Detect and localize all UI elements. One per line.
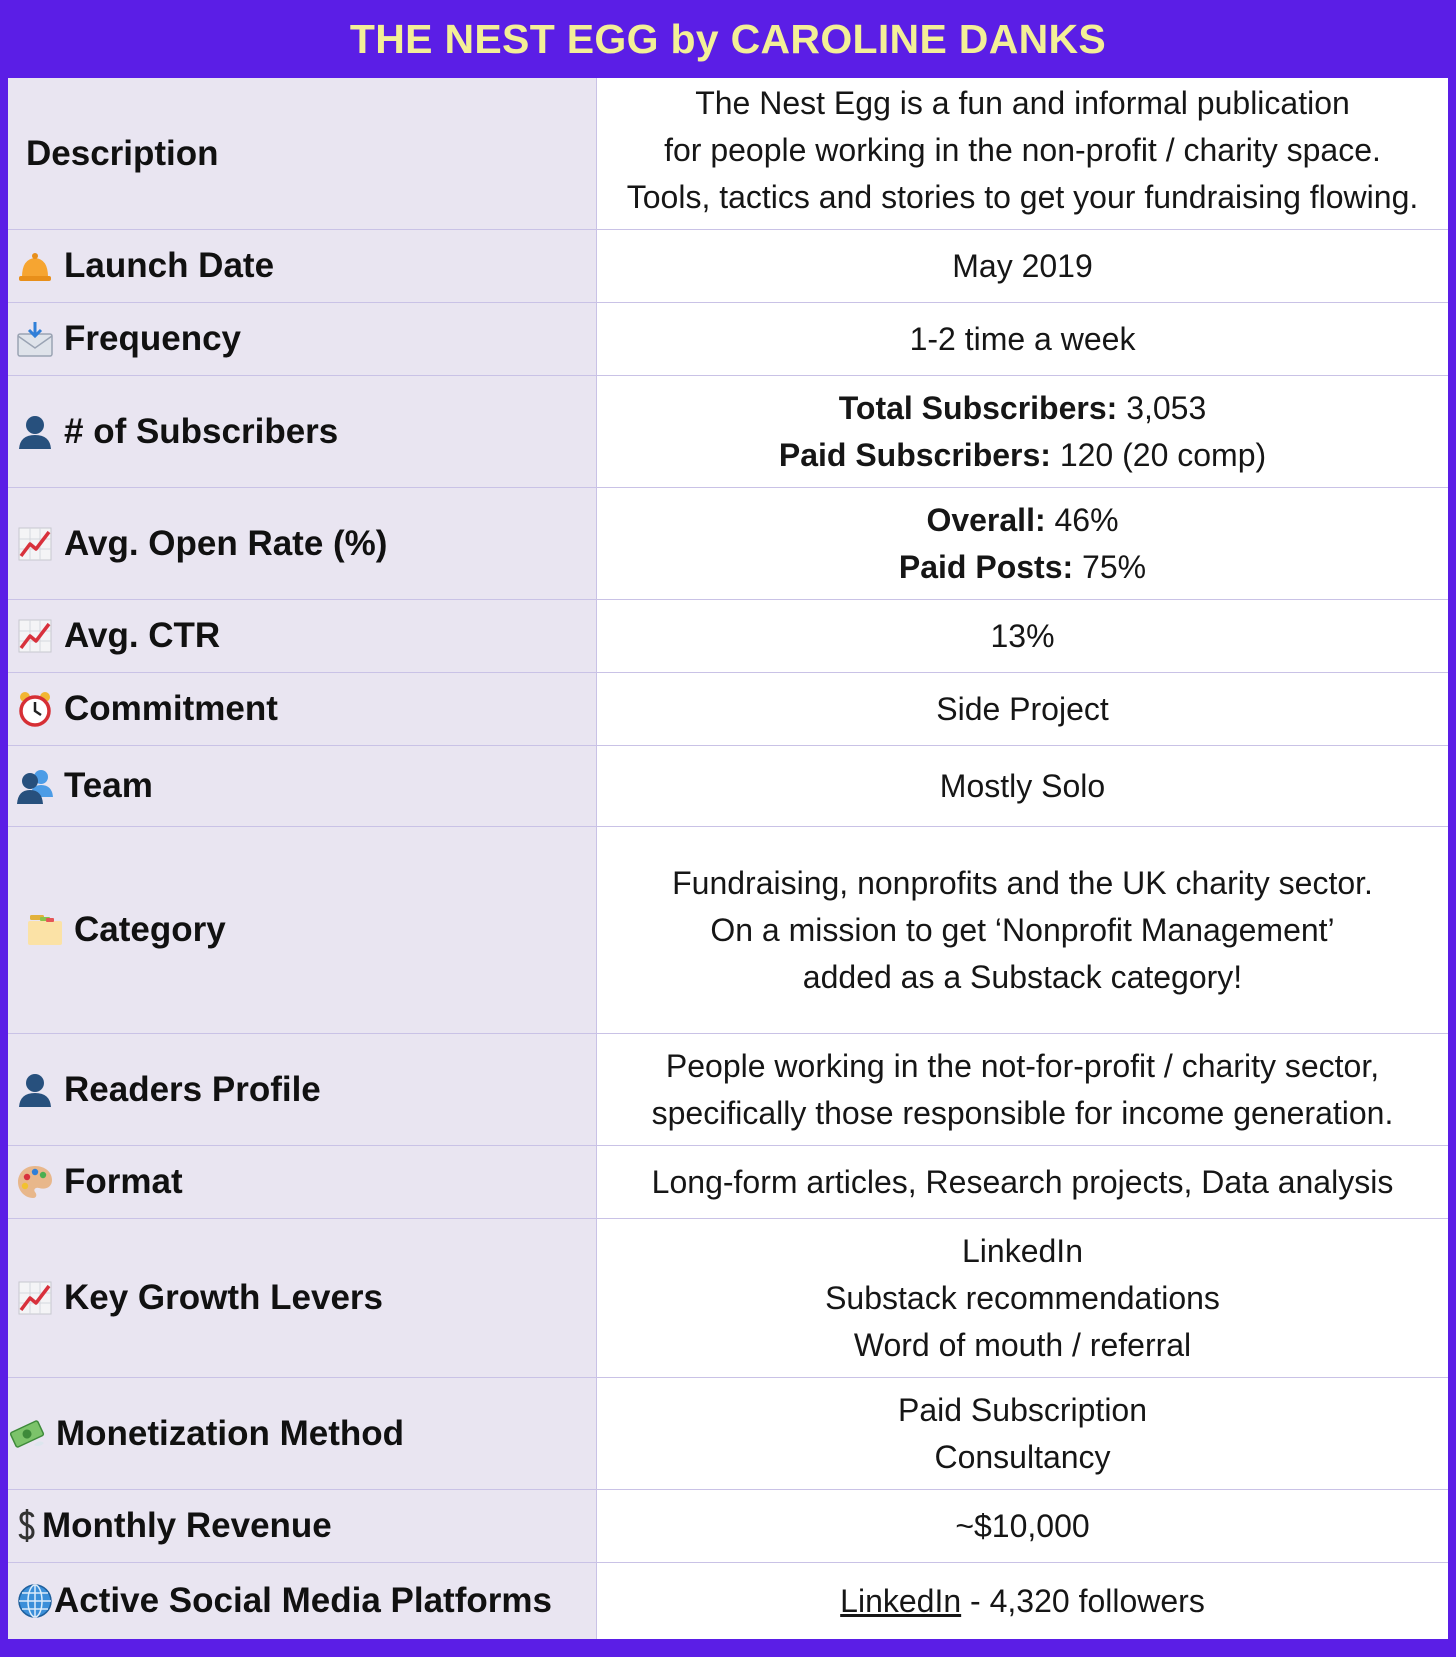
category-line: added as a Substack category! [802,958,1243,995]
row-label: Monthly Revenue [42,1506,332,1545]
row-label: Format [64,1162,183,1201]
linkedin-link[interactable]: LinkedIn [840,1582,962,1619]
page-title: THE NEST EGG by CAROLINE DANKS [349,15,1107,62]
row-label-cell [8,303,597,375]
readers-line: specifically those responsible for income generation. [651,1094,1394,1131]
description-line: for people working in the non-profit / charity space. [664,132,1381,168]
row-value-cell [597,376,1448,487]
table-row-growth-levers [8,1219,1448,1378]
row-label: Active Social Media Platforms [54,1581,552,1620]
row-label: Launch Date [64,246,275,285]
row-value-cell [597,600,1448,672]
row-label: Frequency [64,319,241,358]
social-line [840,1578,1205,1625]
row-value-cell [597,746,1448,826]
row-label: # of Subscribers [64,411,339,451]
description-line: The Nest Egg is a fun and informal publication [695,85,1350,121]
readers-line: People working in the not-for-profit / charity sector, [665,1047,1380,1084]
chart-increasing-icon [16,1279,54,1317]
row-label: Commitment [64,689,278,728]
total-subscribers-value: 3,053 [1126,389,1207,426]
category-line: Fundraising, nonprofits and the UK charity sector. [672,864,1373,901]
total-subscribers-line [839,385,1207,432]
table-row-category [8,827,1448,1034]
globe-icon [16,1582,54,1620]
paid-subscribers-label: Paid Subscribers: [778,436,1051,473]
row-label-cell [8,230,597,302]
table-row-social [8,1563,1448,1639]
dollar-sign-icon [16,1507,38,1545]
row-label: Monetization Method [56,1413,405,1453]
chart-increasing-icon [16,617,54,655]
paid-posts-open-rate-value: 75% [1082,548,1147,585]
paid-posts-open-rate-label: Paid Posts: [898,548,1074,585]
bell-icon [16,247,54,285]
two-people-icon [16,767,54,805]
commitment-value: Side Project [936,690,1109,727]
row-label-cell [8,78,597,229]
row-label: Readers Profile [64,1069,321,1109]
row-label: Category [74,910,226,949]
description-line: Tools, tactics and stories to get your fundraising flowing. [626,179,1419,215]
frequency-value: 1-2 time a week [909,320,1136,357]
table-row-format [8,1146,1448,1219]
monetization-method: Paid Subscription [897,1391,1148,1428]
info-table [8,78,1448,1639]
row-label-cell [8,1146,597,1218]
paid-subscribers-line [779,432,1266,479]
artist-palette-icon [16,1163,54,1201]
table-row-launch-date [8,230,1448,303]
growth-lever: Word of mouth / referral [853,1326,1192,1363]
row-label-cell [8,673,597,745]
row-label-cell [8,488,597,599]
row-label-cell [8,1563,597,1639]
growth-lever: LinkedIn [962,1232,1083,1269]
table-row-frequency [8,303,1448,376]
alarm-clock-icon [16,690,54,728]
row-value-cell [597,303,1448,375]
row-value-cell [597,1034,1448,1145]
launch-date-value: May 2019 [952,247,1093,284]
ctr-value: 13% [990,617,1055,654]
row-value-cell [597,1146,1448,1218]
row-label: Key Growth Levers [64,1278,383,1317]
followers-text: - 4,320 followers [961,1582,1205,1619]
table-row-readers-profile [8,1034,1448,1146]
revenue-value: ~$10,000 [955,1507,1090,1544]
envelope-download-icon [16,320,54,358]
row-label-cell [8,376,597,487]
table-row-ctr [8,600,1448,673]
row-label: Avg. CTR [64,616,221,655]
row-label-cell [8,1034,597,1145]
format-value: Long-form articles, Research projects, Data analysis [651,1163,1394,1200]
overall-open-rate-label: Overall: [926,501,1046,538]
row-value-cell [597,1563,1448,1639]
overall-open-rate-value: 46% [1054,501,1119,538]
team-value: Mostly Solo [939,767,1106,804]
row-label-cell [8,600,597,672]
total-subscribers-label: Total Subscribers: [838,389,1118,426]
table-row-description [8,78,1448,230]
row-label-cell [8,746,597,826]
table-row-open-rate [8,488,1448,600]
row-value-cell [597,78,1448,229]
row-value-cell [597,1378,1448,1489]
paid-subscribers-value: 120 (20 comp) [1059,436,1267,473]
row-value-cell [597,827,1448,1033]
person-silhouette-icon [16,413,54,451]
person-silhouette-icon [16,1071,54,1109]
overall-open-rate-line [926,497,1118,544]
row-value-cell [597,673,1448,745]
category-line: On a mission to get ‘Nonprofit Management’ [710,911,1335,948]
row-label: Description [26,133,219,173]
money-with-wings-icon [8,1415,46,1453]
card-index-icon [26,911,64,949]
table-row-commitment [8,673,1448,746]
row-label-cell [8,1490,597,1562]
growth-lever: Substack recommendations [825,1279,1220,1316]
row-value-cell [597,488,1448,599]
paid-posts-open-rate-line [899,544,1146,591]
row-label-cell [8,1219,597,1377]
row-value-cell [597,1490,1448,1562]
row-label-cell [8,1378,597,1489]
row-label: Avg. Open Rate (%) [64,523,388,563]
table-row-revenue [8,1490,1448,1563]
row-value-cell [597,1219,1448,1377]
table-row-subscribers [8,376,1448,488]
table-row-monetization [8,1378,1448,1490]
chart-increasing-icon [16,525,54,563]
row-label-cell [8,827,597,1033]
monetization-method: Consultancy [934,1438,1111,1475]
row-value-cell [597,230,1448,302]
table-row-team [8,746,1448,827]
row-label: Team [64,766,153,805]
